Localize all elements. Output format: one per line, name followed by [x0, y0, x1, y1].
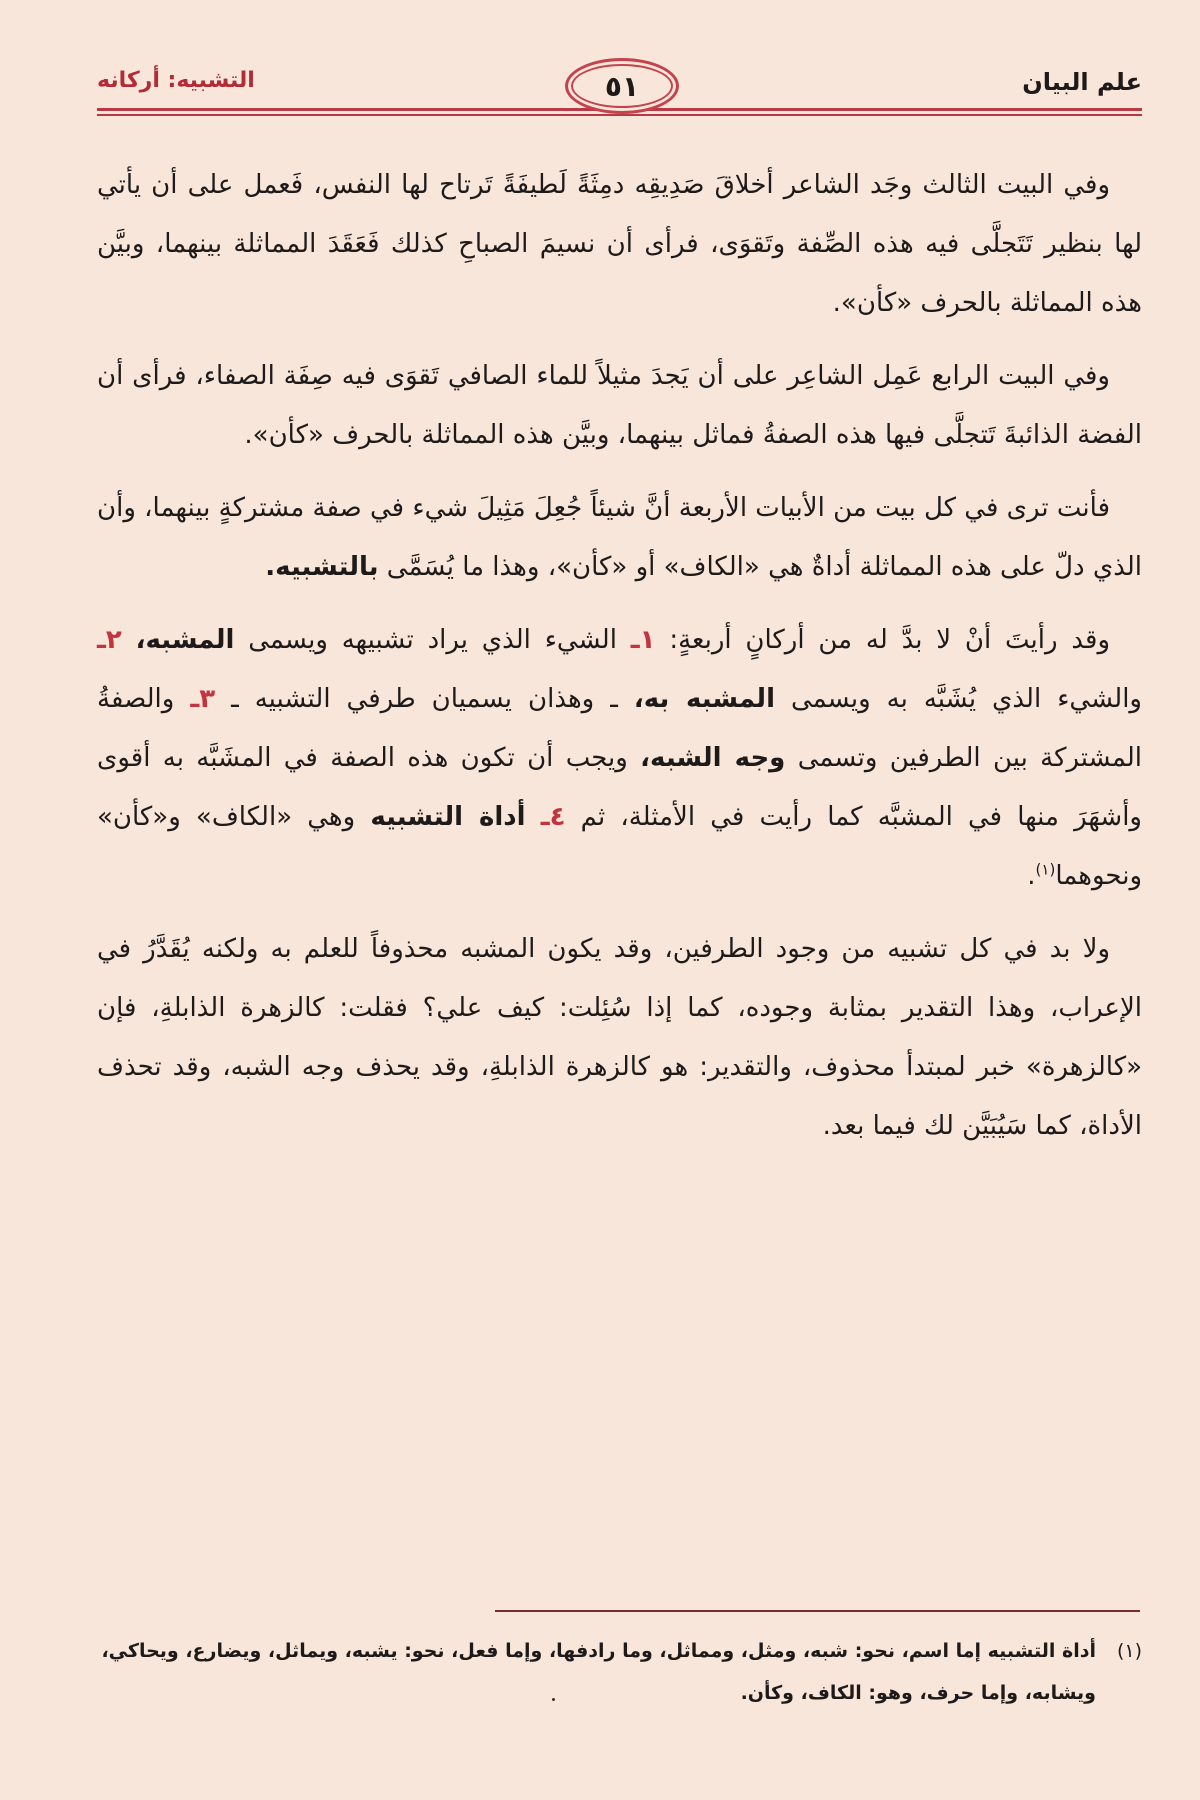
summary-text: فأنت ترى في كل بيت من الأبيات الأربعة أنَّ شيئاً جُعِلَ مَثِيلَ شيء في صفة مشتركةٍ بينهما، وأن الذي دلّ على هذه المماثلة أداةٌ هي «الكاف» أو «كأن»، وهذا ما يُسَمَّى: [97, 493, 1142, 582]
pillar-1-term: المشبه،: [135, 625, 235, 655]
pillar-3-text: والصفةُ المشتركة بين الطرفين وتسمى: [97, 684, 1143, 773]
header-divider-bottom: [97, 114, 1142, 116]
pillar-3-note: ويجب أن تكون هذه الصفة في المشَبَّه به أقوى وأشهَرَ منها في المشبَّه كما رأيت في الأمثلة، ثم: [97, 743, 1142, 832]
pillar-number-2: ٢ـ: [97, 625, 122, 655]
pillar-4-note: وهي «الكاف» و«كأن» ونحوهما: [97, 802, 1142, 891]
paragraph-fourth-verse: وفي البيت الرابع عَمِل الشاعِر على أن يَجدَ مثيلاً للماء الصافي تَقوَى فيه صِفَة الصفاء، فرأى أن الفضة الذائبةَ تَتجلَّى فيها هذه الصفةُ فماثل بينهما، وبيَّن هذه المماثلة بالحرف «كأن».: [97, 361, 1142, 450]
pillar-4-term: أداة التشبيه: [370, 802, 526, 832]
page-number-badge: ٥١: [565, 58, 679, 114]
pillar-3-term: وجه الشبه،: [640, 743, 786, 773]
footnotes: [97, 1630, 1142, 1714]
book-title: علم البيان: [1022, 68, 1142, 96]
print-speck: [552, 1698, 555, 1701]
pillars-end: .: [1027, 861, 1036, 891]
pillar-2-text: والشيء الذي يُشَبَّه به ويسمى: [790, 684, 1142, 714]
chapter-title: التشبيه: أركانه: [97, 68, 255, 93]
footnote-1: [97, 1630, 1142, 1714]
pillars-intro: وقد رأيتَ أنْ لا بدَّ له من أركانٍ أربعةٍ:: [669, 625, 1111, 655]
paragraph-omission: ولا بد في كل تشبيه من وجود الطرفين، وقد يكون المشبه محذوفاً للعلم به ولكنه يُقَدَّرُ في الإعراب، وهذا التقدير بمثابة وجوده، كما إذا سُئِلت: كيف علي؟ فقلت: كالزهرة الذابلةِ، فإن «كالزهرة» خبر لمبتدأ محذوف، والتقدير: هو كالزهرة الذابلةِ، وقد يحذف وجه الشبه، وقد تحذف الأداة، كما سَيُبَيَّن لك فيما بعد.: [97, 934, 1142, 1141]
pillar-number-4: ٤ـ: [540, 802, 566, 832]
pillar-2-note: ـ وهذان يسميان طرفي التشبيه ـ: [231, 684, 618, 714]
footnote-marker: (١): [1116, 1640, 1142, 1662]
footnote-reference-1[interactable]: (١): [1035, 860, 1056, 879]
paragraph-pillars: [97, 611, 1142, 906]
footnote-text: أداة التشبيه إما اسم، نحو: شبه، ومثل، ومماثل، وما رادفها، وإما فعل، نحو: يشبه، ويماثل، ويضارع، ويحاكي، ويشابه، وإما حرف، وهو: الكاف، وكأن.: [101, 1640, 1096, 1704]
paragraph-third-verse: وفي البيت الثالث وجَد الشاعر أخلاقَ صَدِيقِه دمِثَةً لَطيفَةً تَرتاح لها النفس، فَعمل على أن يأتي لها بنظير تَتَجلَّى فيه هذه الصِّفة وتَقوَى، فرأى أن نسيمَ الصباحِ كذلك فَعَقَدَ المماثلة بينهما، وبيَّن هذه المماثلة بالحرف «كأن».: [97, 170, 1142, 318]
term-tashbih: بالتشبيه.: [265, 552, 379, 582]
pillar-number-1: ١ـ: [630, 625, 656, 655]
pillar-number-3: ٣ـ: [190, 684, 216, 714]
main-text: [97, 156, 1142, 1170]
pillar-1-text: الشيء الذي يراد تشبيهه ويسمى: [248, 625, 617, 655]
footnote-separator: [495, 1610, 1140, 1612]
pillar-2-term: المشبه به،: [633, 684, 775, 714]
paragraph-summary: [97, 479, 1142, 597]
